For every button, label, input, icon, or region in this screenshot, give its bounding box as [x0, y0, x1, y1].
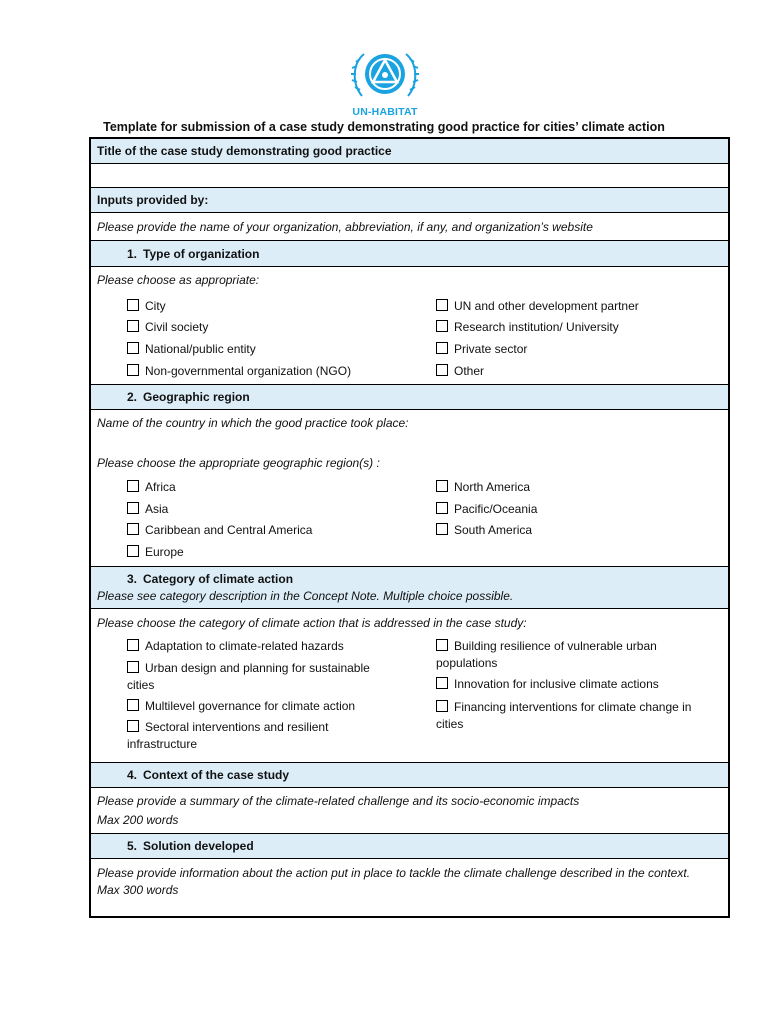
section-2-number: 2.	[126, 390, 137, 404]
checkbox-label: Urban design and planning for sustainable cities	[127, 661, 370, 692]
section-1-body	[91, 266, 728, 384]
section-1-title: Type of organization	[143, 247, 260, 261]
checkbox-label: Asia	[145, 502, 169, 516]
section-3-title: Category of climate action	[143, 572, 294, 586]
checkbox-multilevel-governance[interactable]	[127, 699, 355, 713]
checkbox-label: UN and other development partner	[454, 299, 639, 313]
checkbox-north-america[interactable]	[436, 480, 530, 494]
checkbox-europe[interactable]	[127, 545, 184, 559]
checkbox-civil-society[interactable]	[127, 320, 208, 334]
checkbox-label: Multilevel governance for climate action	[145, 699, 356, 713]
checkbox-label: Pacific/Oceania	[454, 502, 538, 516]
un-habitat-emblem-icon	[350, 46, 420, 106]
checkbox-label: Financing interventions for climate change in cities	[436, 700, 692, 731]
checkbox-building-resilience[interactable]	[436, 638, 696, 672]
checkbox-label: National/public entity	[145, 342, 256, 356]
inputs-field[interactable]	[91, 212, 728, 240]
checkbox-icon	[127, 342, 139, 354]
title-section-header	[91, 139, 728, 163]
title-input-field[interactable]	[91, 163, 728, 187]
section-5-number: 5.	[126, 839, 137, 853]
checkbox-other[interactable]	[436, 364, 484, 378]
checkbox-adaptation[interactable]	[127, 639, 344, 653]
checkbox-financing[interactable]	[436, 699, 706, 733]
checkbox-icon	[436, 639, 448, 651]
section-1-header	[91, 240, 728, 266]
section-3-instruction: Please choose the category of climate action that is addressed in the case study:	[97, 616, 527, 630]
section-5-field[interactable]	[91, 858, 728, 916]
section-4-number: 4.	[126, 768, 137, 782]
checkbox-private-sector[interactable]	[436, 342, 527, 356]
region-prompt: Please choose the appropriate geographic region(s) :	[97, 456, 380, 470]
checkbox-label: City	[145, 299, 166, 313]
checkbox-africa[interactable]	[127, 480, 176, 494]
checkbox-icon	[127, 502, 139, 514]
checkbox-icon	[127, 720, 139, 732]
checkbox-south-america[interactable]	[436, 523, 532, 537]
section-3-header	[91, 566, 728, 608]
section-1-instruction: Please choose as appropriate:	[97, 273, 260, 287]
checkbox-label: Private sector	[454, 342, 528, 356]
checkbox-label: Caribbean and Central America	[145, 523, 313, 537]
section-3-body	[91, 608, 728, 762]
checkbox-icon	[436, 342, 448, 354]
checkbox-icon	[127, 480, 139, 492]
checkbox-label: Building resilience of vulnerable urban populations	[436, 639, 657, 670]
checkbox-label: Innovation for inclusive climate actions	[454, 677, 659, 691]
section-5-limit: Max 300 words	[97, 883, 179, 897]
section-2-header	[91, 384, 728, 409]
section-3-number: 3.	[126, 572, 137, 586]
checkbox-icon	[436, 700, 448, 712]
checkbox-label: North America	[454, 480, 531, 494]
section-3-note: Please see category description in the Concept Note. Multiple choice possible.	[97, 589, 514, 603]
checkbox-icon	[127, 545, 139, 557]
checkbox-icon	[127, 661, 139, 673]
checkbox-icon	[127, 364, 139, 376]
checkbox-icon	[436, 299, 448, 311]
section-4-instruction: Please provide a summary of the climate-related challenge and its socio-economic impacts	[97, 794, 580, 808]
checkbox-label: Civil society	[145, 320, 209, 334]
checkbox-label: Africa	[145, 480, 176, 494]
section-4-limit: Max 200 words	[97, 813, 179, 827]
inputs-label: Inputs provided by:	[97, 193, 209, 207]
checkbox-label: Sectoral interventions and resilient infrastructure	[127, 720, 329, 751]
checkbox-pacific[interactable]	[436, 502, 537, 516]
checkbox-label: Adaptation to climate-related hazards	[145, 639, 344, 653]
checkbox-asia[interactable]	[127, 502, 168, 516]
inputs-header	[91, 187, 728, 212]
checkbox-label: Other	[454, 364, 485, 378]
checkbox-icon	[127, 299, 139, 311]
section-2-title: Geographic region	[143, 390, 250, 404]
country-prompt: Name of the country in which the good practice took place:	[97, 416, 409, 430]
section-5-header	[91, 833, 728, 858]
checkbox-national-public[interactable]	[127, 342, 256, 356]
checkbox-icon	[127, 639, 139, 651]
checkbox-city[interactable]	[127, 299, 166, 313]
section-4-field[interactable]	[91, 787, 728, 833]
inputs-instruction: Please provide the name of your organization, abbreviation, if any, and organization’s website	[97, 220, 593, 234]
checkbox-innovation[interactable]	[436, 677, 659, 691]
checkbox-research[interactable]	[436, 320, 619, 334]
logo-text: UN-HABITAT	[352, 106, 418, 118]
checkbox-label: Europe	[145, 545, 184, 559]
checkbox-urban-design[interactable]	[127, 660, 387, 694]
checkbox-icon	[436, 502, 448, 514]
section-2-body	[91, 409, 728, 566]
checkbox-sectoral[interactable]	[127, 719, 377, 753]
checkbox-icon	[436, 480, 448, 492]
checkbox-icon	[127, 699, 139, 711]
case-study-form	[89, 137, 730, 918]
checkbox-icon	[436, 677, 448, 689]
checkbox-icon	[127, 523, 139, 535]
un-habitat-logo	[350, 46, 420, 118]
checkbox-ngo[interactable]	[127, 364, 351, 378]
checkbox-label: Research institution/ University	[454, 320, 619, 334]
checkbox-label: South America	[454, 523, 533, 537]
section-4-title: Context of the case study	[143, 768, 290, 782]
checkbox-un-partner[interactable]	[436, 299, 639, 313]
checkbox-icon	[127, 320, 139, 332]
section-5-title: Solution developed	[143, 839, 254, 853]
title-section-label: Title of the case study demonstrating good practice	[97, 144, 392, 158]
section-5-instruction: Please provide information about the action put in place to tackle the climate challenge described in the context.	[97, 866, 691, 880]
checkbox-icon	[436, 364, 448, 376]
checkbox-caribbean[interactable]	[127, 523, 312, 537]
checkbox-icon	[436, 523, 448, 535]
section-4-header	[91, 762, 728, 787]
checkbox-icon	[436, 320, 448, 332]
checkbox-label: Non-governmental organization (NGO)	[145, 364, 352, 378]
section-1-number: 1.	[126, 247, 137, 261]
page-title: Template for submission of a case study demonstrating good practice for cities’ climate action	[103, 120, 665, 134]
